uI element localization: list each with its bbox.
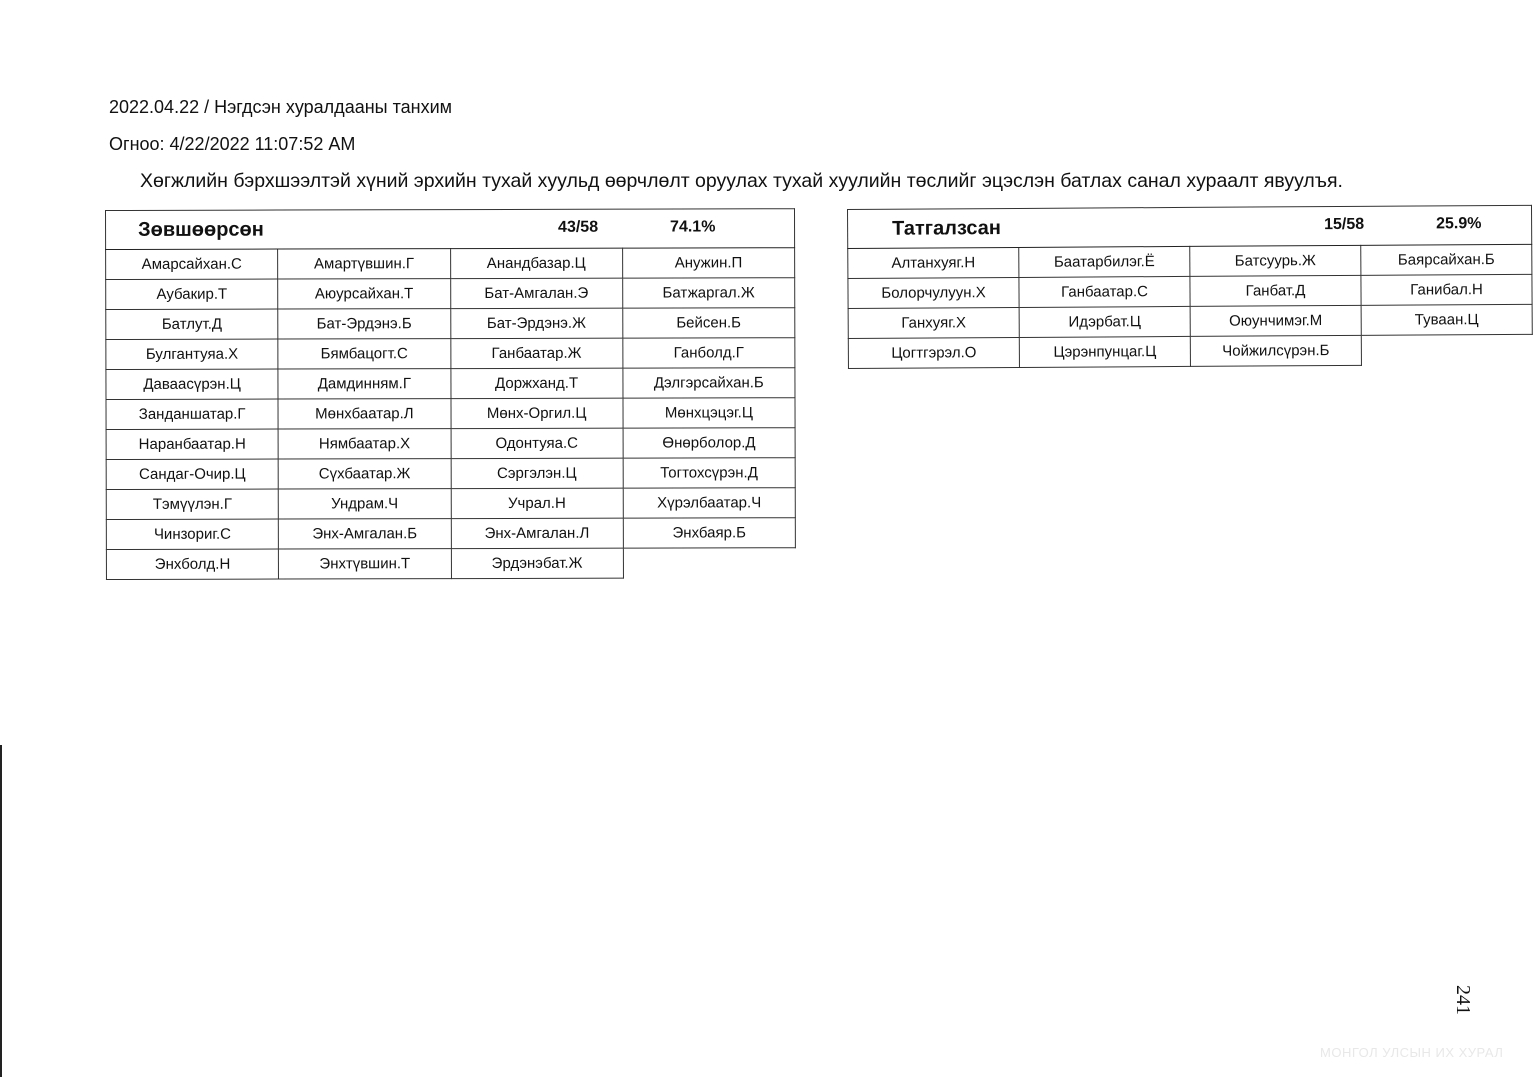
member-name: Анандбазар.Ц — [450, 248, 622, 278]
table-row — [106, 458, 795, 490]
member-name: Тогтохсүрэн.Д — [623, 458, 795, 488]
member-name: Бат-Эрдэнэ.Ж — [450, 308, 622, 338]
member-name: Цэрэнпунцаг.Ц — [1019, 336, 1190, 367]
scan-edge — [0, 745, 2, 1077]
rejected-header — [848, 205, 1532, 248]
member-name: Ганбаатар.С — [1019, 276, 1190, 307]
rejected-table — [847, 205, 1533, 369]
member-name: Дамдинням.Г — [278, 369, 450, 399]
rejected-names — [848, 244, 1533, 368]
member-name: Идэрбат.Ц — [1019, 306, 1190, 337]
approved-count: 43/58 — [558, 218, 599, 236]
member-name: Анужин.П — [622, 248, 794, 278]
member-name: Батсуурь.Ж — [1190, 245, 1361, 276]
table-row — [848, 304, 1532, 338]
rejected-percent: 25.9% — [1436, 215, 1482, 233]
member-name: Учрал.Н — [451, 488, 623, 518]
approved-title: Зөвшөөрсөн — [138, 218, 264, 241]
table-row — [106, 398, 795, 430]
table-row — [106, 248, 795, 280]
member-name: Болорчулуун.Х — [848, 277, 1019, 308]
member-name: Ганибал.Н — [1361, 274, 1532, 305]
table-row — [106, 278, 795, 310]
table-row — [106, 368, 795, 400]
member-name: Батлут.Д — [106, 309, 278, 339]
member-name: Чинзориг.С — [106, 519, 278, 549]
member-name: Бат-Амгалан.Э — [450, 278, 622, 308]
member-name: Энхтүвшин.Т — [279, 549, 451, 579]
member-name: Сүхбаатар.Ж — [278, 459, 450, 489]
member-name: Сандаг-Очир.Ц — [106, 459, 278, 489]
rejected-title: Татгалзсан — [892, 217, 1001, 240]
member-name: Ганболд.Г — [623, 338, 795, 368]
member-name: Амарсайхан.С — [106, 249, 278, 279]
member-name: Доржханд.Т — [450, 368, 622, 398]
vote-date: Огноо: 4/22/2022 11:07:52 AM — [109, 134, 356, 154]
member-name: Хүрэлбаатар.Ч — [623, 488, 795, 518]
member-name: Баатарбилэг.Ё — [1019, 246, 1190, 277]
member-name: Туваан.Ц — [1361, 304, 1532, 335]
member-name: Эрдэнэбат.Ж — [451, 548, 623, 578]
member-name: Энхбаяр.Б — [623, 518, 795, 548]
member-name: Цогтгэрэл.О — [848, 337, 1019, 368]
member-name: Тэмүүлэн.Г — [106, 489, 278, 519]
rejected-count: 15/58 — [1324, 215, 1365, 234]
member-name: Энх-Амгалан.Л — [451, 518, 623, 548]
page-number: 241 — [1452, 985, 1474, 1015]
member-name: Бямбацогт.С — [278, 339, 450, 369]
member-name: Ганбат.Д — [1190, 275, 1361, 306]
table-row — [106, 428, 795, 460]
member-name: Ундрам.Ч — [278, 489, 450, 519]
member-name: Занданшатар.Г — [106, 399, 278, 429]
table-row — [848, 274, 1532, 308]
empty-cell — [623, 548, 795, 578]
member-name: Дэлгэрсайхан.Б — [623, 368, 795, 398]
table-row — [848, 244, 1532, 278]
member-name: Алтанхуяг.Н — [848, 247, 1019, 278]
member-name: Энх-Амгалан.Б — [279, 519, 451, 549]
table-row — [106, 488, 795, 520]
table-row — [106, 308, 795, 340]
member-name: Наранбаатар.Н — [106, 429, 278, 459]
member-name: Бат-Эрдэнэ.Б — [278, 309, 450, 339]
member-name: Булгантуяа.Х — [106, 339, 278, 369]
member-name: Баярсайхан.Б — [1361, 244, 1532, 275]
member-name: Мөнхбаатар.Л — [278, 399, 450, 429]
approved-percent: 74.1% — [670, 218, 716, 236]
motion-text: Хөгжлийн бэрхшээлтэй хүний эрхийн тухай хуульд өөрчлөлт оруулах тухай хуулийн төслийг эцэслэн батлах санал хураалт явуулъя. — [140, 170, 1343, 192]
member-name: Бейсен.Б — [623, 308, 795, 338]
member-name: Оюунчимэг.М — [1190, 305, 1361, 336]
member-name: Даваасүрэн.Ц — [106, 369, 278, 399]
member-name: Сэргэлэн.Ц — [451, 458, 623, 488]
member-name: Ганхуяг.Х — [848, 307, 1019, 338]
member-name: Аубакир.Т — [106, 279, 278, 309]
member-name: Одонтуяа.С — [451, 428, 623, 458]
table-row — [106, 338, 795, 370]
approved-header — [106, 209, 795, 250]
member-name: Батжаргал.Ж — [622, 278, 794, 308]
member-name: Аюурсайхан.Т — [278, 279, 450, 309]
approved-table — [105, 208, 796, 580]
member-name: Өнөрболор.Д — [623, 428, 795, 458]
session-location: 2022.04.22 / Нэгдсэн хуралдааны танхим — [109, 97, 453, 117]
table-row — [106, 548, 795, 580]
member-name: Чойжилсүрэн.Б — [1190, 335, 1361, 366]
member-name: Ганбаатар.Ж — [450, 338, 622, 368]
approved-names — [106, 248, 796, 580]
watermark: МОНГОЛ УЛСЫН ИХ ХУРАЛ — [1320, 1045, 1504, 1060]
member-name: Амартүвшин.Г — [278, 249, 450, 279]
member-name: Энхболд.Н — [106, 549, 278, 579]
member-name: Нямбаатар.Х — [278, 429, 450, 459]
table-row — [106, 518, 795, 550]
member-name: Мөнхцэцэг.Ц — [623, 398, 795, 428]
empty-cell — [1361, 334, 1532, 365]
table-row — [848, 334, 1532, 368]
member-name: Мөнх-Оргил.Ц — [450, 398, 622, 428]
